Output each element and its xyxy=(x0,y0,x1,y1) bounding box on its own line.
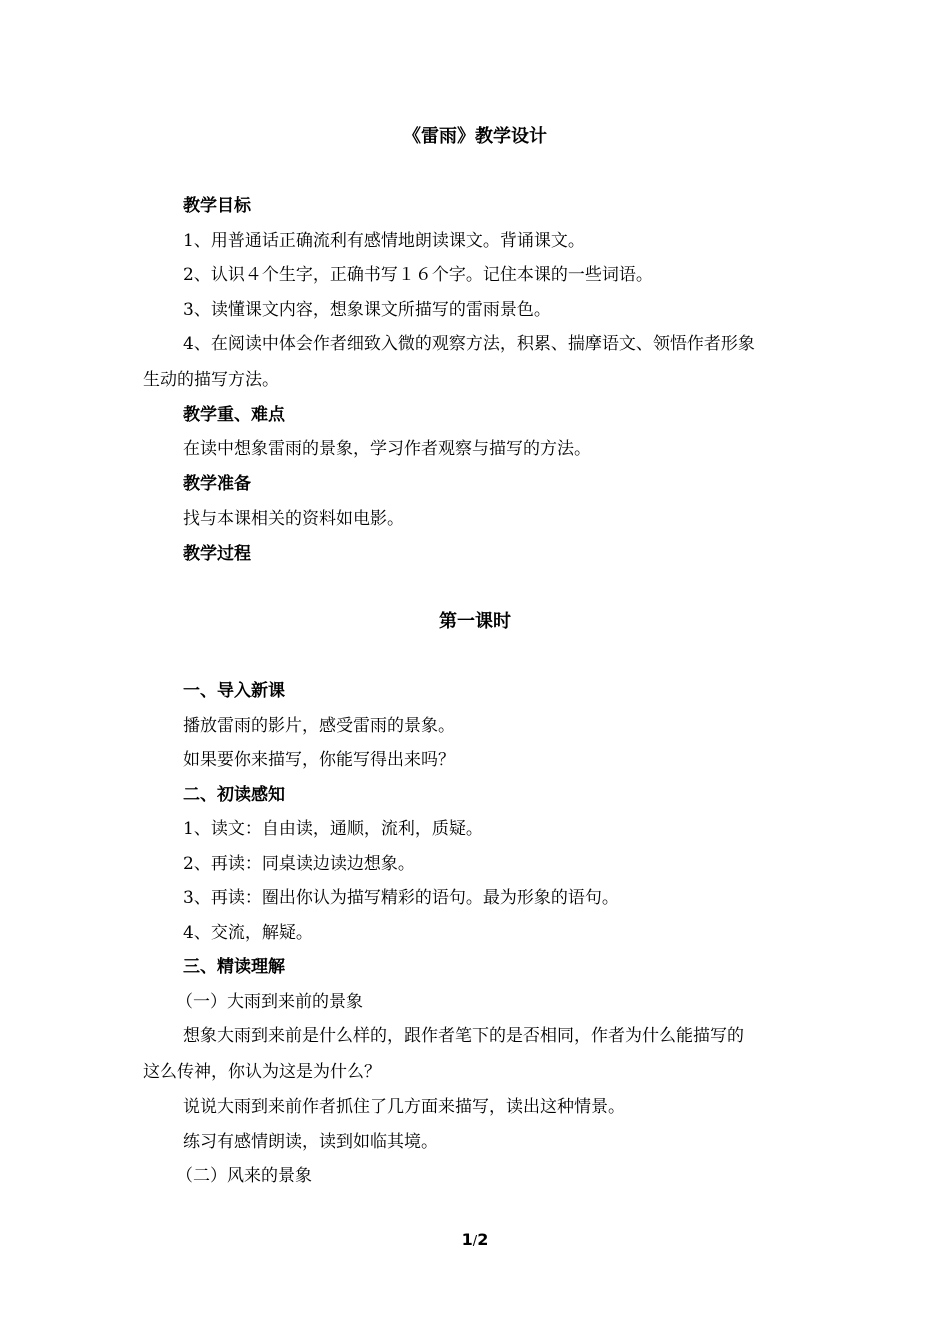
section-line: 3、再读：圈出你认为描写精彩的语句。最为形象的语句。 xyxy=(183,888,619,908)
subsection-heading: （二）风来的景象 xyxy=(176,1166,312,1186)
objectives-heading: 教学目标 xyxy=(183,196,251,216)
key-points-text: 在读中想象雷雨的景象，学习作者观察与描写的方法。 xyxy=(183,439,591,459)
current-page: 1 xyxy=(461,1230,473,1249)
objective-item-continuation: 生动的描写方法。 xyxy=(143,370,279,390)
key-points-heading: 教学重、难点 xyxy=(183,405,285,425)
document-title: 《雷雨》教学设计 xyxy=(403,126,547,147)
page-number xyxy=(0,1229,950,1253)
section-heading: 二、初读感知 xyxy=(183,785,285,805)
section-line: 4、交流，解疑。 xyxy=(183,923,313,943)
paragraph-line: 说说大雨到来前作者抓住了几方面来描写，读出这种情景。 xyxy=(183,1097,625,1117)
paragraph-line: 练习有感情朗读，读到如临其境。 xyxy=(183,1132,438,1152)
paragraph-line-continuation: 这么传神，你认为这是为什么？ xyxy=(143,1062,381,1082)
section-line: 2、再读：同桌读边读边想象。 xyxy=(183,854,415,874)
section-line: 1、读文：自由读，通顺，流利，质疑。 xyxy=(183,819,483,839)
objective-item: 3、读懂课文内容，想象课文所描写的雷雨景色。 xyxy=(183,300,551,320)
subsection-heading: （一）大雨到来前的景象 xyxy=(176,992,363,1012)
page-separator: / xyxy=(472,1234,478,1249)
objective-item: 1、用普通话正确流利有感情地朗读课文。背诵课文。 xyxy=(183,231,585,251)
preparation-heading: 教学准备 xyxy=(183,474,251,494)
total-pages: 2 xyxy=(477,1230,489,1249)
section-heading: 一、导入新课 xyxy=(183,681,285,701)
objective-item: 2、认识４个生字，正确书写１６个字。记住本课的一些词语。 xyxy=(183,265,653,285)
lesson-title: 第一课时 xyxy=(439,611,511,632)
section-line: 播放雷雨的影片，感受雷雨的景象。 xyxy=(183,716,455,736)
preparation-text: 找与本课相关的资料如电影。 xyxy=(183,509,404,529)
section-heading: 三、精读理解 xyxy=(183,957,285,977)
section-line: 如果要你来描写，你能写得出来吗？ xyxy=(183,750,455,770)
objective-item: 4、在阅读中体会作者细致入微的观察方法，积累、揣摩语文、领悟作者形象 xyxy=(183,334,755,354)
paragraph-line: 想象大雨到来前是什么样的，跟作者笔下的是否相同，作者为什么能描写的 xyxy=(183,1026,744,1046)
process-heading: 教学过程 xyxy=(183,544,251,564)
